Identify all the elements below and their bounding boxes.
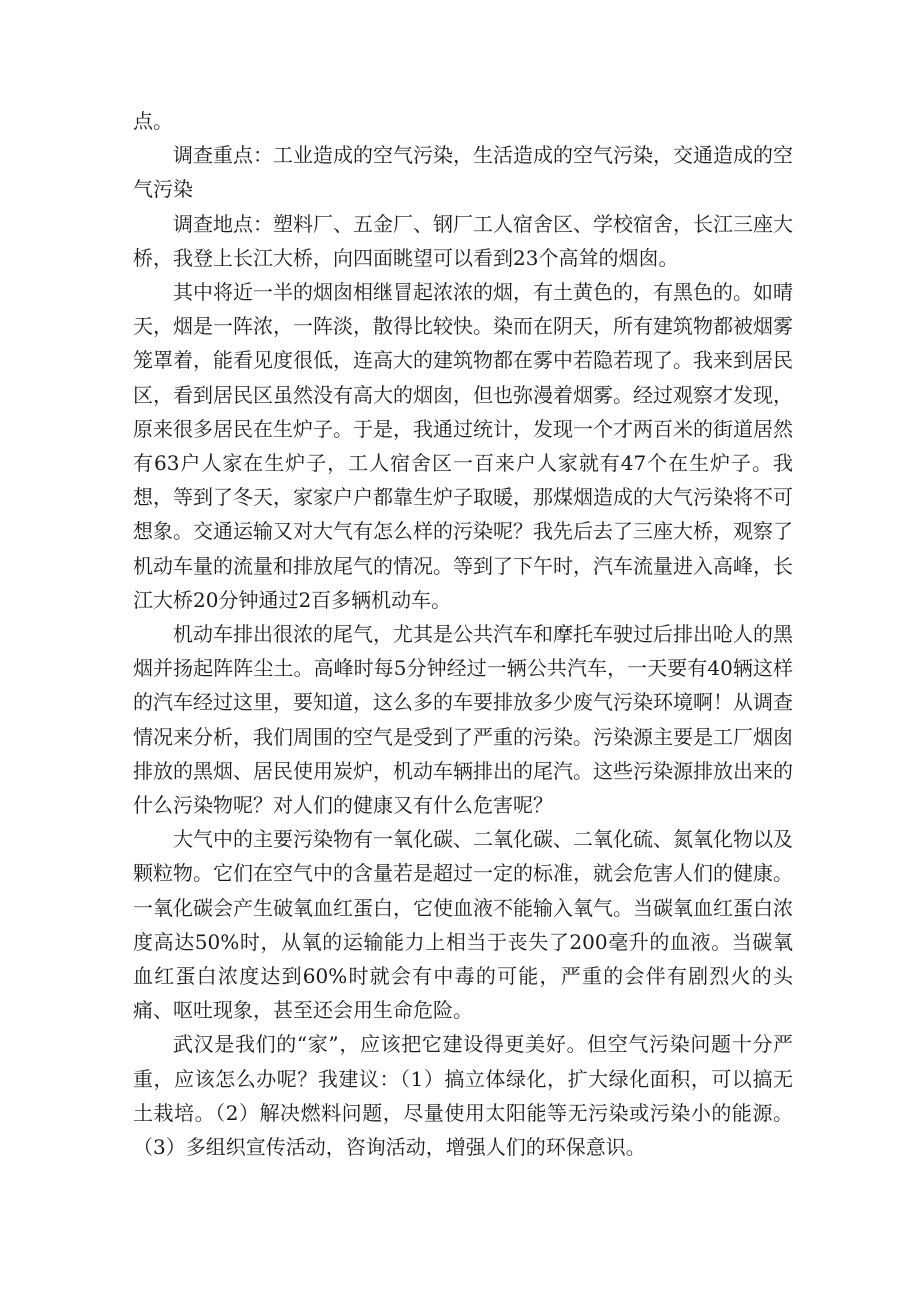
paragraph-suggestions: 武汉是我们的“家”，应该把它建设得更美好。但空气污染问题十分严重，应该怎么办呢？我建议：（1）搞立体绿化，扩大绿化面积，可以搞无土栽培。（2）解决燃料问题，尽量使用太阳能等无污染或污染小的能源。（3）多组织宣传活动，咨询活动，增强人们的环保意识。	[133, 1032, 793, 1160]
paragraph-continuation: 点。	[133, 109, 173, 133]
document-body	[133, 104, 793, 1164]
paragraph-vehicle-exhaust: 机动车排出很浓的尾气，尤其是公共汽车和摩托车驶过后排出呛人的黑烟并扬起阵阵尘土。高峰时每5分钟经过一辆公共汽车，一天要有40辆这样的汽车经过这里，要知道，这么多的车要排放多少废气污染环境啊！从调查情况来分析，我们周围的空气是受到了严重的污染。污染源主要是工厂烟囱排放的黑烟、居民使用炭炉，机动车辆排出的尾汽。这些污染源排放出来的什么污染物呢？对人们的健康又有什么危害呢？	[133, 622, 793, 818]
paragraph-pollutants: 大气中的主要污染物有一氧化碳、二氧化碳、二氧化硫、氮氧化物以及颗粒物。它们在空气中的含量若是超过一定的标准，就会危害人们的健康。一氧化碳会产生破氧血红蛋白，它使血液不能输入氧气。当碳氧血红蛋白浓度高达50%时，从氧的运输能力上相当于丧失了200毫升的血液。当碳氧血红蛋白浓度达到60%时就会有中毒的可能，严重的会伴有剧烈火的头痛、呕吐现象，甚至还会用生命危险。	[133, 827, 793, 1023]
paragraph-chimney-observation: 其中将近一半的烟囱相继冒起浓浓的烟，有土黄色的，有黑色的。如晴天，烟是一阵浓，一阵淡，散得比较快。染而在阴天，所有建筑物都被烟雾笼罩着，能看见度很低，连高大的建筑物都在雾中若隐若现了。我来到居民区，看到居民区虽然没有高大的烟囱，但也弥漫着烟雾。经过观察才发现，原来很多居民在生炉子。于是，我通过统计，发现一个才两百米的街道居然有63户人家在生炉子，工人宿舍区一百来户人家就有47个在生炉子。我想，等到了冬天，家家户户都靠生炉子取暖，那煤烟造成的大气污染将不可想象。交通运输又对大气有怎么样的污染呢？我先后去了三座大桥，观察了机动车量的流量和排放尾气的情况。等到了下午时，汽车流量进入高峰，长江大桥20分钟通过2百多辆机动车。	[133, 280, 793, 612]
paragraph-survey-focus: 调查重点：工业造成的空气污染，生活造成的空气污染，交通造成的空气污染	[133, 143, 793, 202]
paragraph-survey-locations: 调查地点：塑料厂、五金厂、钢厂工人宿舍区、学校宿舍，长江三座大桥，我登上长江大桥，向四面眺望可以看到23个高耸的烟囱。	[133, 211, 793, 270]
